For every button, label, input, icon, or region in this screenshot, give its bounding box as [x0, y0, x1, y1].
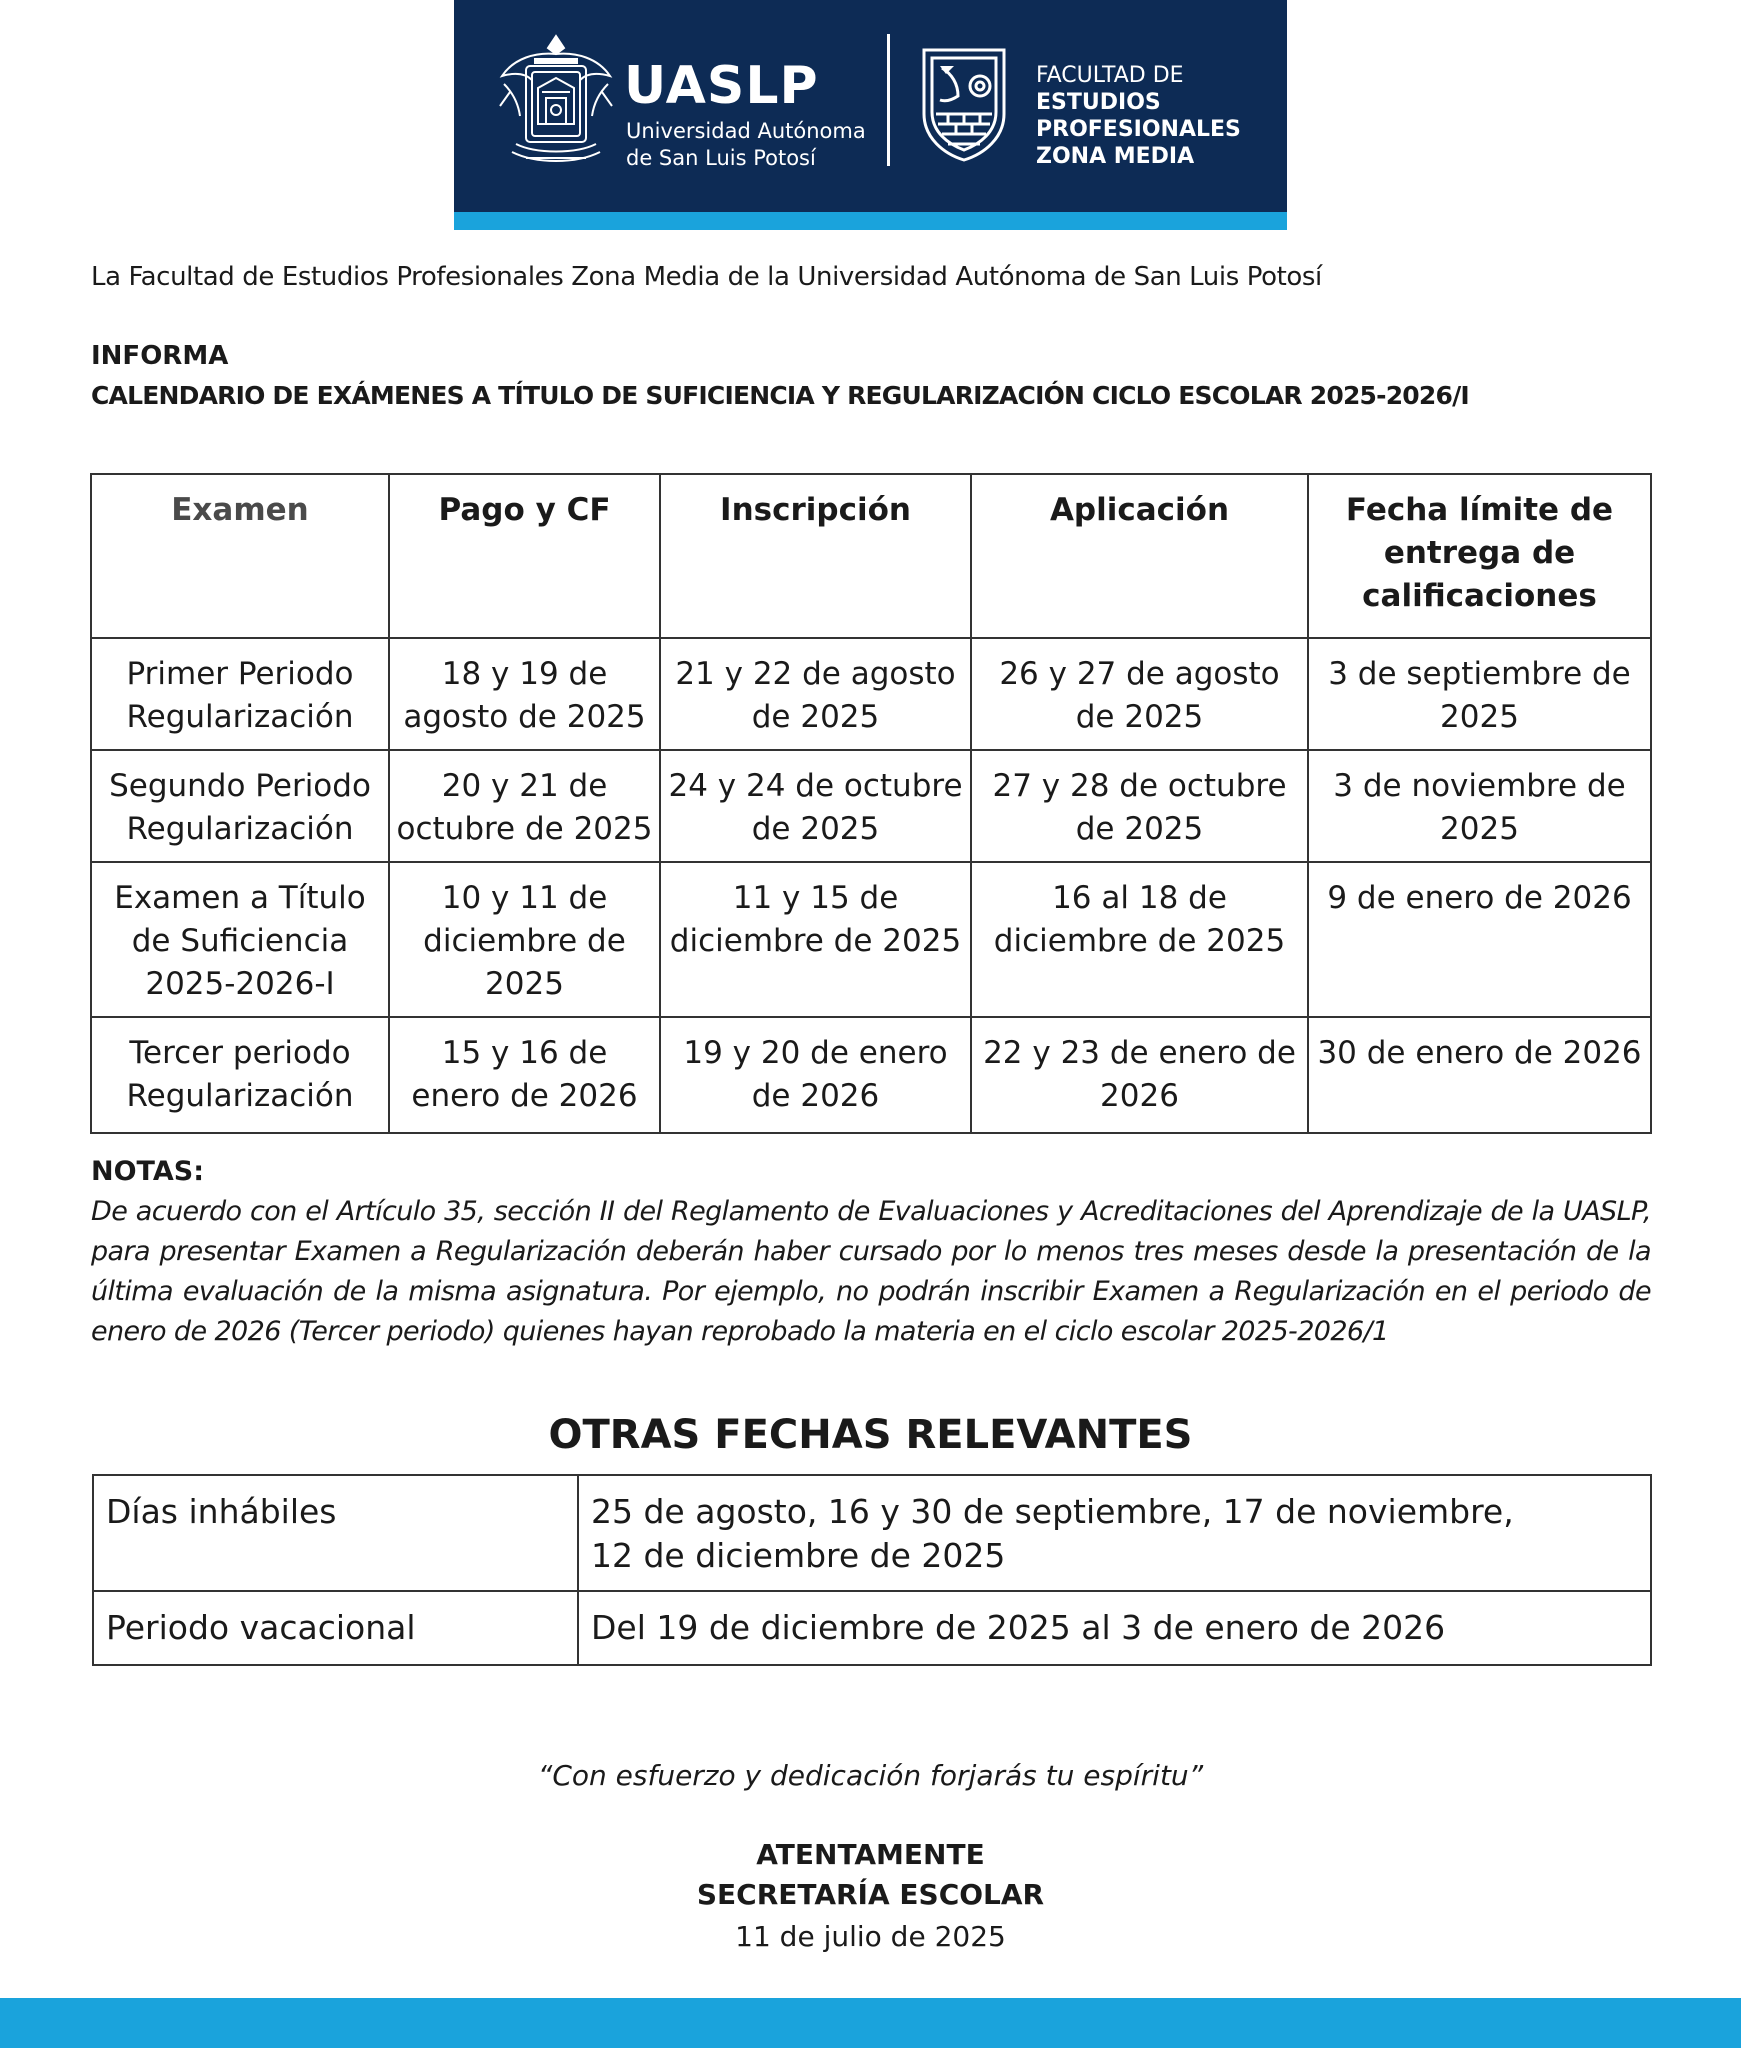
- signature-line-2: SECRETARÍA ESCOLAR: [696, 1878, 1045, 1911]
- table-row: [93, 1591, 1651, 1665]
- column-header-fecha-limite: Fecha límite de entrega de calificaciones: [1308, 474, 1651, 638]
- university-name-line2: de San Luis Potosí: [626, 146, 816, 170]
- column-header-inscripcion: Inscripción: [660, 474, 971, 638]
- table-cell: 20 y 21 de octubre de 2025: [389, 750, 660, 862]
- other-dates-label: Periodo vacacional: [93, 1591, 578, 1665]
- faculty-line2: ESTUDIOS: [1036, 90, 1161, 115]
- table-cell: 11 y 15 de diciembre de 2025: [660, 862, 971, 1017]
- other-dates-label: Días inhábiles: [93, 1475, 578, 1591]
- column-header-pago: Pago y CF: [389, 474, 660, 638]
- faculty-line1: FACULTAD DE: [1036, 63, 1184, 88]
- table-row: [91, 862, 1651, 1017]
- table-header-row: [91, 474, 1651, 638]
- footer-accent-bar: [0, 1998, 1741, 2048]
- table-cell: 26 y 27 de agosto de 2025: [971, 638, 1308, 750]
- other-dates-value: 25 de agosto, 16 y 30 de septiembre, 17 de noviembre, 12 de diciembre de 2025: [578, 1475, 1651, 1591]
- motto: “Con esfuerzo y dedicación forjarás tu espíritu”: [537, 1759, 1204, 1792]
- table-cell: 15 y 16 de enero de 2026: [389, 1017, 660, 1133]
- table-cell: 24 y 24 de octubre de 2025: [660, 750, 971, 862]
- column-header-examen: Examen: [91, 474, 389, 638]
- banner-divider: [887, 34, 890, 166]
- table-cell: 19 y 20 de enero de 2026: [660, 1017, 971, 1133]
- header-banner: [454, 0, 1287, 230]
- table-row: [93, 1475, 1651, 1591]
- exam-calendar-table: [90, 473, 1652, 1134]
- calendar-title: CALENDARIO DE EXÁMENES A TÍTULO DE SUFICIENCIA Y REGULARIZACIÓN CICLO ESCOLAR 2025-2026/I: [91, 381, 1469, 410]
- table-row: [91, 750, 1651, 862]
- table-cell: 3 de noviembre de 2025: [1308, 750, 1651, 862]
- table-cell: 10 y 11 de diciembre de 2025: [389, 862, 660, 1017]
- table-cell: 3 de septiembre de 2025: [1308, 638, 1651, 750]
- table-cell: 22 y 23 de enero de 2026: [971, 1017, 1308, 1133]
- faculty-name: [1036, 62, 1241, 170]
- university-seal-icon: [496, 32, 616, 172]
- table-cell: 18 y 19 de agosto de 2025: [389, 638, 660, 750]
- table-cell: 9 de enero de 2026: [1308, 862, 1651, 1017]
- faculty-line4: ZONA MEDIA: [1036, 144, 1195, 169]
- other-dates-value: Del 19 de diciembre de 2025 al 3 de enero de 2026: [578, 1591, 1651, 1665]
- notes-body: De acuerdo con el Artículo 35, sección II del Reglamento de Evaluaciones y Acreditaciones del Aprendizaje de la UASLP, para presentar Examen a Regularización deberán haber cursado por lo menos tres meses desde la presentación de la última evaluación de la misma asignatura. Por ejemplo, no podrán inscribir Examen a Regularización en el periodo de enero de 2026 (Tercer periodo) quienes hayan reprobado la materia en el ciclo escolar 2025-2026/1: [91, 1196, 1651, 1347]
- signature-date: 11 de julio de 2025: [735, 1920, 1006, 1953]
- table-row: [91, 638, 1651, 750]
- university-name-line1: Universidad Autónoma: [626, 119, 866, 143]
- table-cell: Examen a Título de Suficiencia 2025-2026-I: [91, 862, 389, 1017]
- faculty-line3: PROFESIONALES: [1036, 117, 1241, 142]
- signature-line-1: ATENTAMENTE: [756, 1838, 985, 1871]
- banner-accent-stripe: [454, 212, 1287, 230]
- other-dates-table: [92, 1474, 1652, 1666]
- faculty-shield-icon: [918, 44, 1010, 164]
- table-row: [91, 1017, 1651, 1133]
- informa-heading: INFORMA: [91, 341, 229, 371]
- table-cell: Tercer periodo Regularización: [91, 1017, 389, 1133]
- university-acronym: UASLP: [624, 56, 819, 116]
- table-cell: 16 al 18 de diciembre de 2025: [971, 862, 1308, 1017]
- other-dates-title: OTRAS FECHAS RELEVANTES: [548, 1412, 1193, 1458]
- table-cell: 30 de enero de 2026: [1308, 1017, 1651, 1133]
- university-name: [626, 118, 866, 172]
- table-cell: 21 y 22 de agosto de 2025: [660, 638, 971, 750]
- table-cell: 27 y 28 de octubre de 2025: [971, 750, 1308, 862]
- table-cell: Primer Periodo Regularización: [91, 638, 389, 750]
- table-cell: Segundo Periodo Regularización: [91, 750, 389, 862]
- column-header-aplicacion: Aplicación: [971, 474, 1308, 638]
- intro-text: La Facultad de Estudios Profesionales Zona Media de la Universidad Autónoma de San Luis Potosí: [91, 262, 1322, 292]
- notes-title: NOTAS:: [91, 1156, 205, 1187]
